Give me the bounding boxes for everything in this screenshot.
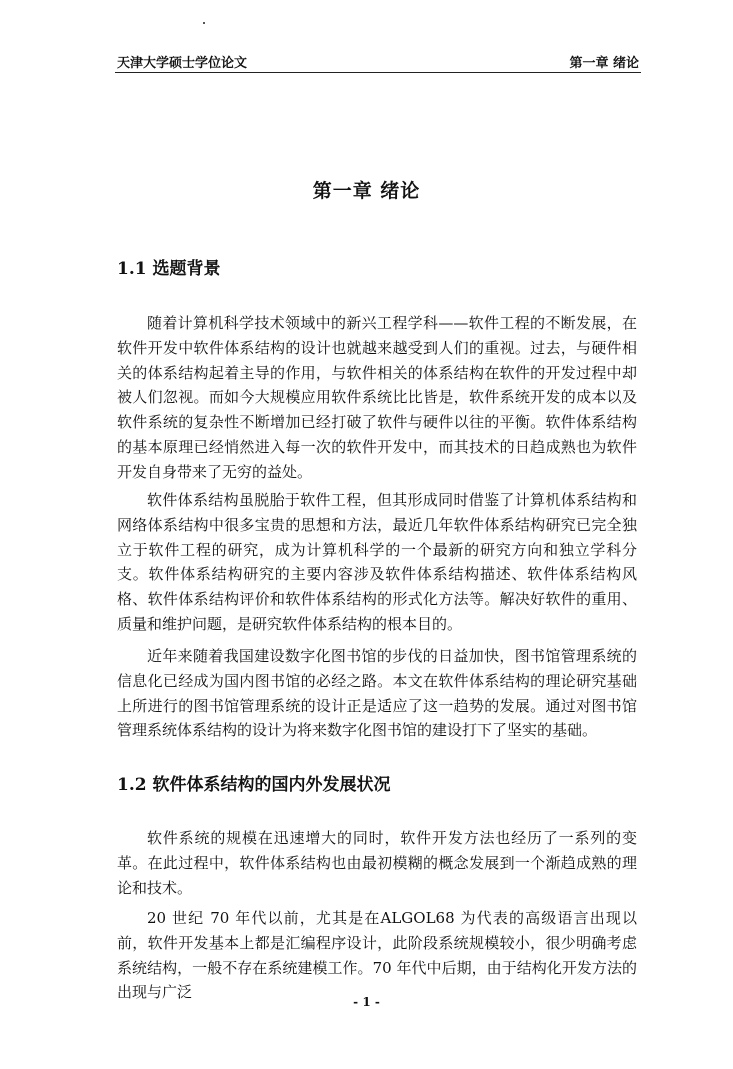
paragraph-4: 软件系统的规模在迅速增大的同时，软件开发方法也经历了一系列的变革。在此过程中，软件体系结构也由最初模糊的概念发展到一个渐趋成熟的理论和技术。 <box>117 829 637 897</box>
paragraph-1: 随着计算机科学技术领域中的新兴工程学科——软件工程的不断发展，在软件开发中软件体系结构的设计也就越来越受到人们的重视。过去，与硬件相关的体系结构起着主导的作用，与软件相关的体系结构在软件的开发过程中却被人们忽视。而如今大规模应用软件系统比比皆是，软件系统开发的成本以及软件系统的复杂性不断增加已经打破了软件与硬件以往的平衡。软件体系结构的基本原理已经悄然进入每一次的软件开发中，而其技术的日趋成熟也为软件开发自身带来了无穷的益处。 <box>117 314 637 481</box>
paragraph-2: 软件体系结构虽脱胎于软件工程，但其形成同时借鉴了计算机体系结构和网络体系结构中很多宝贵的思想和方法，最近几年软件体系结构研究已完全独立于软件工程的研究，成为计算机科学的一个最新的研究方向和独立学科分支。软件体系结构研究的主要内容涉及软件体系结构描述、软件体系结构风格、软件体系结构评价和软件体系结构的形式化方法等。解决好软件的重用、质量和维护问题，是研究软件体系结构的根本目的。 <box>117 491 637 633</box>
running-header <box>117 50 639 72</box>
page-number: - 1 - <box>353 995 380 1009</box>
header-chapter: 第一章 绪论 <box>569 56 639 71</box>
scan-speck <box>203 22 205 24</box>
header-rule <box>115 72 641 73</box>
chapter-title: 第一章 绪论 <box>312 180 421 202</box>
paragraph-5: 20 世纪 70 年代以前，尤其是在ALGOL68 为代表的高级语言出现以前，软件开发基本上都是汇编程序设计，此阶段系统规模较小，很少明确考虑系统结构，一般不存在系统建模工作。70 年代中后期，由于结构化开发方法的出现与广泛 <box>117 909 637 1002</box>
section-heading-1-2: 1.2 软件体系结构的国内外发展状况 <box>117 775 391 795</box>
paragraph-3: 近年来随着我国建设数字化图书馆的步伐的日益加快，图书馆管理系统的信息化已经成为国内图书馆的必经之路。本文在软件体系结构的理论研究基础上所进行的图书馆管理系统的设计正是适应了这一趋势的发展。通过对图书馆管理系统体系结构的设计为将来数字化图书馆的建设打下了坚实的基础。 <box>117 647 637 740</box>
header-thesis-title: 天津大学硕士学位论文 <box>117 56 248 71</box>
section-heading-1-1: 1.1 选题背景 <box>117 259 221 279</box>
